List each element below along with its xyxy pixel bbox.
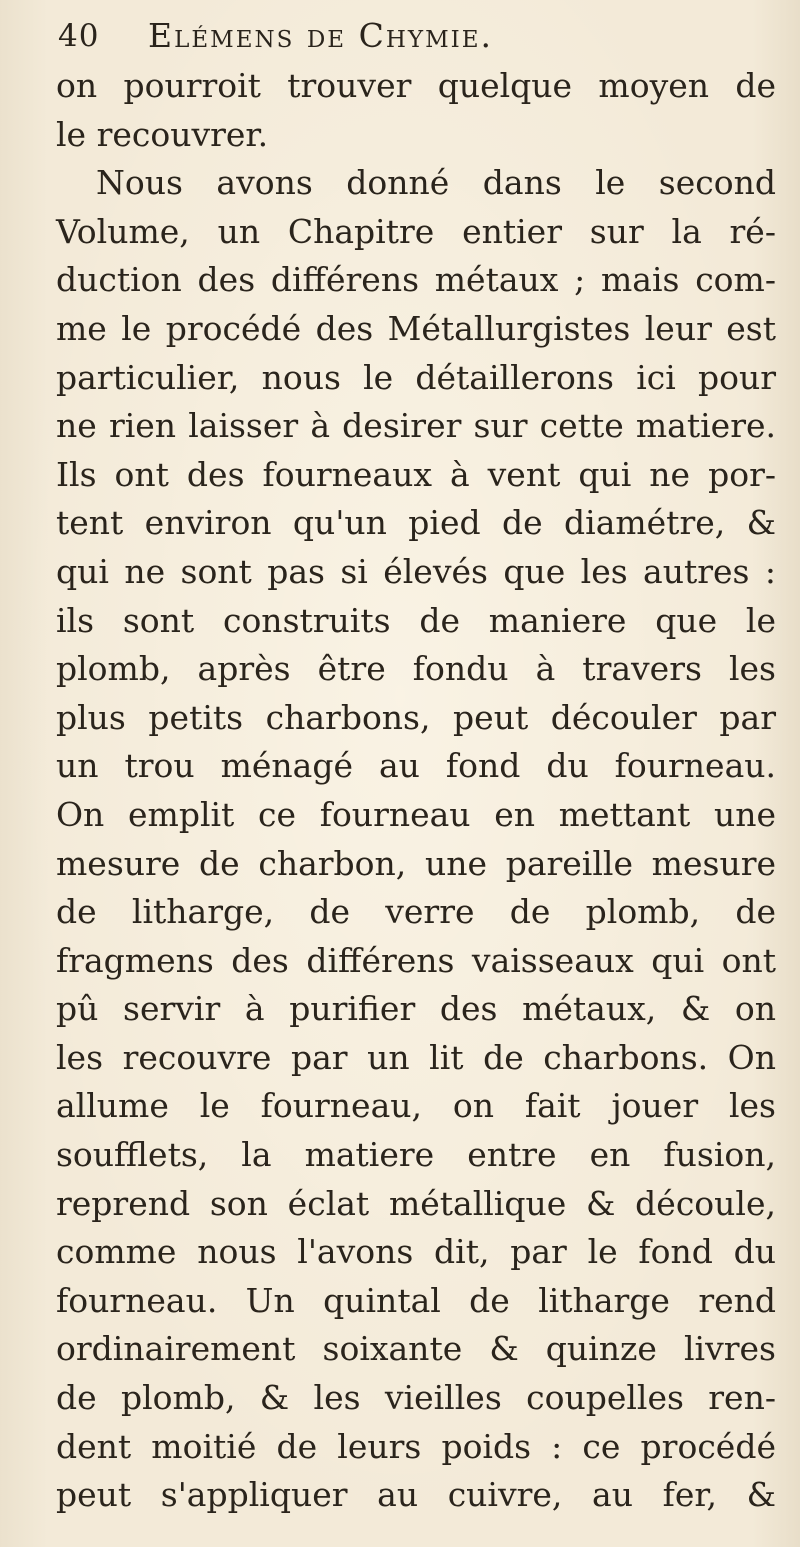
text-line: allume le fourneau, on fait jouer les [56,1086,776,1126]
text-line: qui ne sont pas si élevés que les autres : [56,551,776,591]
page-number: 40 [58,18,100,54]
text-line: de plomb, & les vieilles coupelles ren- [56,1378,776,1418]
text-line: reprend son éclat métallique & découle, [56,1183,776,1223]
body-text [56,62,776,1520]
text-line: pû servir à purifier des métaux, & on [56,989,776,1029]
text-line: dent moitié de leurs poids : ce procédé [56,1426,776,1466]
text-line: soufflets, la matiere entre en fusion, [56,1135,776,1175]
text-line: ne rien laisser à desirer sur cette matiere. [56,406,776,446]
text-line: le recouvrer. [56,114,269,154]
text-line: plomb, après être fondu à travers les [56,649,776,689]
text-line: particulier, nous le détaillerons ici pour [56,357,776,397]
text-line: de litharge, de verre de plomb, de [56,892,776,932]
text-line: plus petits charbons, peut découler par [56,697,776,737]
text-line: comme nous l'avons dit, par le fond du [56,1232,776,1272]
text-line: on pourroit trouver quelque moyen de [56,66,776,105]
text-line: ils sont construits de maniere que le [56,600,776,640]
text-line: Nous avons donné dans le second [96,163,776,203]
text-line: me le procédé des Métallurgistes leur est [56,308,776,348]
running-title: Elémens de Chymie. [148,16,493,55]
text-line: fourneau. Un quintal de litharge rend [56,1280,776,1320]
text-line: Ils ont des fourneaux à vent qui ne por- [56,454,776,494]
text-line: fragmens des différens vaisseaux qui ont [56,940,776,980]
text-line: duction des différens métaux ; mais com- [56,260,776,300]
text-line: tent environ qu'un pied de diamétre, & [56,503,776,543]
text-line: un trou ménagé au fond du fourneau. [56,746,776,786]
text-line: les recouvre par un lit de charbons. On [56,1037,776,1077]
text-line: peut s'appliquer au cuivre, au fer, & [56,1475,776,1515]
text-line: Volume, un Chapitre entier sur la ré- [56,211,776,251]
text-line: mesure de charbon, une pareille mesure [56,843,776,883]
page-header [58,12,758,62]
text-line: ordinairement soixante & quinze livres [56,1329,776,1369]
text-line: On emplit ce fourneau en mettant une [56,794,776,834]
